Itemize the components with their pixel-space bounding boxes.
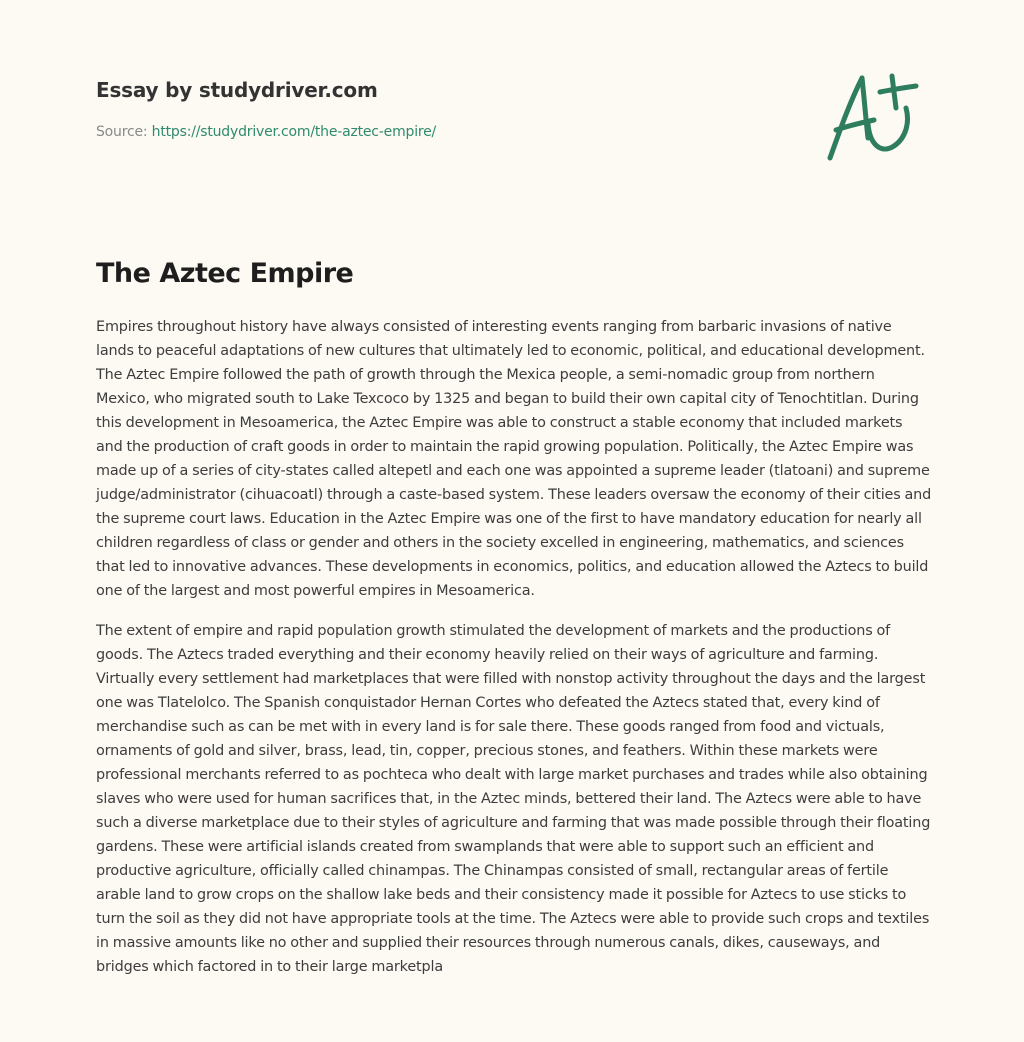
a-plus-grade-icon [822, 66, 930, 166]
document-title: The Aztec Empire [96, 258, 354, 289]
source-line [96, 122, 436, 142]
paragraph: The extent of empire and rapid population growth stimulated the development of markets and the productions of goods. The Aztecs traded everything and their economy heavily relied on their ways of agriculture and farming. Virtually every settlement had marketplaces that were filled with nonstop activity throughout the days and the largest one was Tlatelolco. The Spanish conquistador Hernan Cortes who defeated the Aztecs stated that, every kind of merchandise such as can be met with in every land is for sale there. These goods ranged from food and victuals, ornaments of gold and silver, brass, lead, tin, copper, precious stones, and feathers. Within these markets were professional merchants referred to as pochteca who dealt with large market purchases and trades while also obtaining slaves who were used for human sacrifices that, in the Aztec minds, bettered their land. The Aztecs were able to have such a diverse marketplace due to their styles of agriculture and farming that was made possible through their floating gardens. These were artificial islands created from swamplands that were able to support such an efficient and productive agriculture, officially called chinampas. The Chinampas consisted of small, rectangular areas of fertile arable land to grow crops on the shallow lake beds and their consistency made it possible for Aztecs to use sticks to turn the soil as they did not have appropriate tools at the time. The Aztecs were able to provide such crops and textiles in massive amounts like no other and supplied their resources through numerous canals, dikes, causeways, and bridges which factored in to their large marketpla [96, 623, 931, 975]
source-link[interactable]: https://studydriver.com/the-aztec-empire/ [151, 124, 437, 140]
site-title: Essay by studydriver.com [96, 78, 378, 102]
source-label: Source: [96, 124, 148, 140]
paragraph: Empires throughout history have always consisted of interesting events ranging from barbaric invasions of native lands to peaceful adaptations of new cultures that ultimately led to economic, political, and educational development. The Aztec Empire followed the path of growth through the Mexica people, a semi-nomadic group from northern Mexico, who migrated south to Lake Texcoco by 1325 and began to build their own capital city of Tenochtitlan. During this development in Mesoamerica, the Aztec Empire was able to construct a stable economy that included markets and the production of craft goods in order to maintain the rapid growing population. Politically, the Aztec Empire was made up of a series of city-states called altepetl and each one was appointed a supreme leader (tlatoani) and supreme judge/administrator (cihuacoatl) through a caste-based system. These leaders oversaw the economy of their cities and the supreme court laws. Education in the Aztec Empire was one of the first to have mandatory education for nearly all children regardless of class or gender and others in the society excelled in engineering, mathematics, and sciences that led to innovative advances. These developments in economics, politics, and education allowed the Aztecs to build one of the largest and most powerful empires in Mesoamerica. [96, 319, 932, 599]
page-header [96, 76, 436, 142]
essay-body [96, 315, 932, 995]
